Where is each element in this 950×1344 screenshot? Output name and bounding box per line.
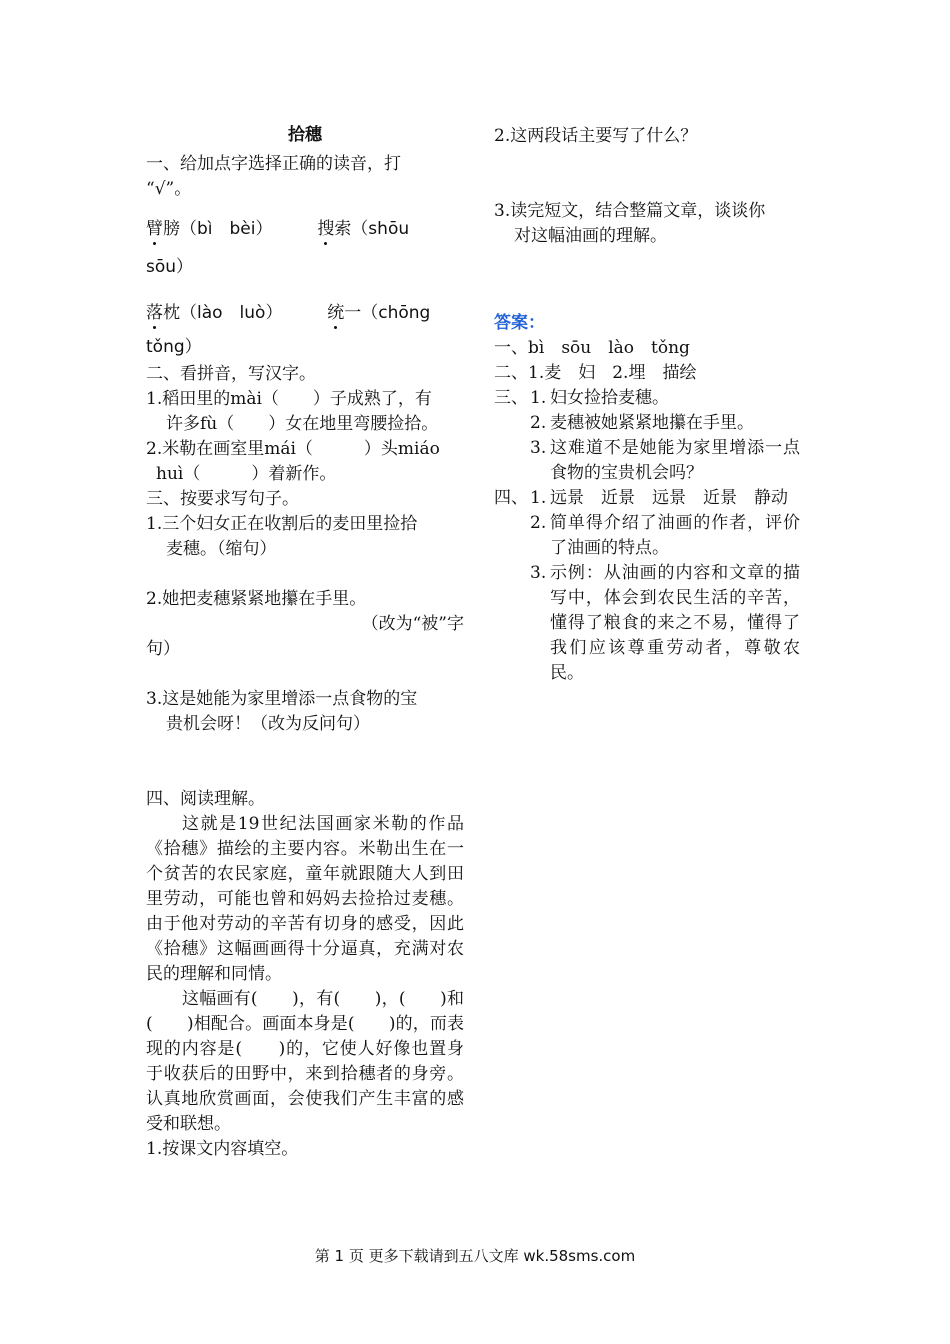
q4-paragraph1: 这就是19世纪法国画家米勒的作品《拾穗》描绘的主要内容。米勒出生在一个贫苦的农民家庭，童年就跟随大人到田里劳动，可能也曾和妈妈去捡拾过麦穗。由于他对劳动的辛苦有切身的感受，因此《拾穗》这幅画画得十分逼真，充满对农民的理解和同情。 xyxy=(146,814,464,984)
q3-s1a: 1.三个妇女正在收割后的麦田里捡拾 xyxy=(146,514,418,534)
dotted-char: 统 xyxy=(327,303,345,323)
q3-s2a: 2.她把麦穗紧紧地攥在手里。 xyxy=(146,589,367,609)
q1-item-sousuo: 索（shōu xyxy=(334,219,410,239)
q2-line4: huì（ ）着新作。 xyxy=(156,464,337,484)
q4-paragraph2: 这幅画有( )，有( )，( )和( )相配合。画面本身是( )的，而表现的内容是( )的，它使人好像也置身于收获后的田野中，来到拾穗者的身旁。认真地欣赏画面，会使我们产生丰富的感受和联想。 xyxy=(146,989,464,1134)
q1-item-bangpang: 膀（bì bèi） xyxy=(163,219,273,239)
answer-4-item3: 3. 示例：从油画的内容和文章的描写中，体会到农民生活的辛苦，懂得了粮食的来之不易，懂得了我们应该尊重劳动者，尊敬农民。 xyxy=(530,563,800,683)
answer-3-item3: 3. 这难道不是她能为家里增添一点食物的宝贵机会吗？ xyxy=(530,438,800,483)
q1-item-tongyi: 一（chōng xyxy=(344,303,431,323)
q3-s1b: 麦穗。（缩句） xyxy=(166,539,277,559)
right-column xyxy=(494,118,800,686)
answer-4-item2: 2. 简单得介绍了油画的作者，评价了油画的特点。 xyxy=(530,513,800,558)
q1-row2-wrap: tǒng） xyxy=(146,337,202,357)
document-title: 拾穗 xyxy=(288,125,322,145)
answer-3-item2: 2. 麦穗被她紧紧地攥在手里。 xyxy=(530,413,754,433)
page-footer: 第 1 页 更多下载请到五八文库 wk.58sms.com xyxy=(314,1247,636,1265)
q1-heading-line1: 一、给加点字选择正确的读音，打 xyxy=(146,154,401,174)
answer-4-item1: 四、 1. 远景 近景 远景 近景 静动 xyxy=(494,488,788,508)
left-column xyxy=(146,118,464,1162)
q3-s3a: 3.这是她能为家里增添一点食物的宝 xyxy=(146,689,418,709)
q4-heading: 四、阅读理解。 xyxy=(146,789,265,809)
q1-item-laozhen: 枕（lào luò） xyxy=(163,303,283,323)
answer-3-item1: 三、 1. 妇女捡拾麦穗。 xyxy=(494,388,669,408)
answer-2: 二、1.麦 妇 2.埋 描绘 xyxy=(494,363,697,383)
q1-heading-line2: “√”。 xyxy=(146,179,192,199)
q4-question3-line2: 对这幅油画的理解。 xyxy=(514,226,667,246)
q4-question3-line1: 3.读完短文，结合整篇文章，谈谈你 xyxy=(494,201,766,221)
q4-question1: 1.按课文内容填空。 xyxy=(146,1139,299,1159)
q4-question2: 2.这两段话主要写了什么？ xyxy=(494,126,698,146)
dotted-char: 搜 xyxy=(317,219,335,239)
q2-line3: 2.米勒在画室里mái（ ）头miáo xyxy=(146,439,440,459)
answer-1: 一、bì sōu lào tǒng xyxy=(494,338,690,358)
q3-s2c: 句） xyxy=(146,639,180,659)
q2-line2: 许多fù（ ）女在地里弯腰捡拾。 xyxy=(166,414,439,434)
dotted-char: 落 xyxy=(146,303,163,323)
q1-row1-wrap: sōu） xyxy=(146,257,194,277)
q1-row1 xyxy=(146,210,464,248)
q2-line1: 1.稻田里的mài（ ）子成熟了，有 xyxy=(146,389,432,409)
answers-title: 答案： xyxy=(494,313,545,333)
q3-s3b: 贵机会呀！（改为反问句） xyxy=(166,714,370,734)
q3-s2b: （改为“被”字 xyxy=(361,614,464,634)
q2-heading: 二、看拼音，写汉字。 xyxy=(146,364,316,384)
q3-heading: 三、按要求写句子。 xyxy=(146,489,299,509)
q1-row2 xyxy=(146,294,464,332)
dotted-char: 臂 xyxy=(146,219,163,239)
